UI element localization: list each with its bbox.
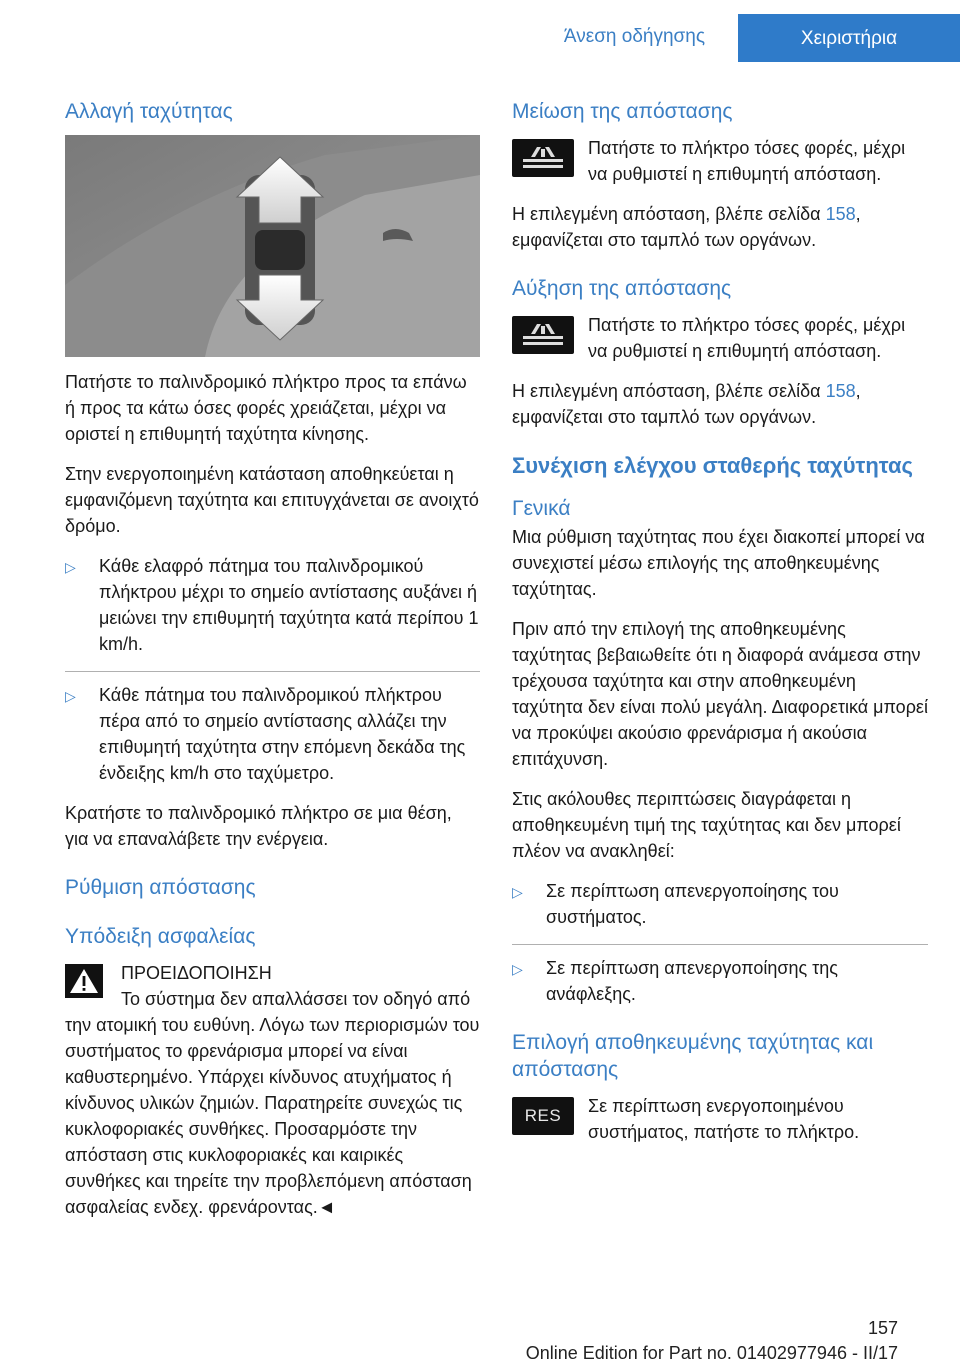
list-item-text: Σε περίπτωση απενεργοποίησης της ανάφλεξης. (546, 958, 838, 1004)
res-text: Σε περίπτωση ενεργοποιημένου συστήματος, πατήστε το πλήκτρο. (588, 1096, 860, 1142)
paragraph: Η επιλεγμένη απόσταση, βλέπε σελίδα 158, εμφανίζεται στο ταμπλό των οργάνων. (512, 204, 861, 250)
page-link[interactable]: 158 (825, 204, 856, 224)
right-column (512, 98, 928, 1159)
page-number: 157 (867, 1318, 898, 1338)
heading-safety-note: Υπόδειξη ασφαλείας (65, 925, 256, 948)
paragraph: Μια ρύθμιση ταχύτητας που έχει διακοπεί μπορεί να συνεχιστεί μέσω επιλογής της αποθηκευμένης ταχύτητας. (512, 527, 925, 599)
page-footer (526, 1318, 898, 1364)
heading-resume-cruise: Συνέχιση ελέγχου σταθερής ταχύτητας (512, 453, 913, 478)
paragraph: Πριν από την επιλογή της αποθηκευμένης ταχύτητας βεβαιωθείτε ότι η διαφορά ανάμεσα στην τρέχουσα ταχύτητα και στην αποθηκευμένη ταχύτητα δεν είναι πολύ μεγάλη. Διαφορετικά μπορεί να προκύψει ακούσιο φρενάρισμα ή ακούσια επιτάχυνση. (512, 619, 928, 769)
heading-decrease-distance: Μείωση της απόστασης (512, 100, 733, 123)
increase-instruction (512, 312, 928, 364)
heading-distance-setting: Ρύθμιση απόστασης (65, 876, 256, 899)
heading-speed-change: Αλλαγή ταχύτητας (65, 100, 233, 123)
heading-increase-distance: Αύξηση της απόστασης (512, 277, 732, 300)
decrease-text: Πατήστε το πλήκτρο τόσες φορές, μέχρι να ρυθμιστεί η επιθυμητή απόσταση. (588, 138, 906, 184)
paragraph: Στην ενεργοποιημένη κατάσταση αποθηκεύεται η εμφανιζόμενη ταχύτητα και επιτυγχάνεται σε ανοιχτό δρόμο. (65, 464, 479, 536)
triangle-bullet-icon: ▷ (512, 884, 523, 900)
triangle-bullet-icon: ▷ (512, 961, 523, 977)
paragraph: Στις ακόλουθες περιπτώσεις διαγράφεται η αποθηκευμένη τιμή της ταχύτητας και δεν μπορεί πλέον να ανακληθεί: (512, 789, 901, 861)
list-item (65, 553, 480, 657)
list-item (65, 682, 480, 786)
res-label: RES (524, 1106, 562, 1125)
divider (512, 944, 928, 945)
paragraph: Η επιλεγμένη απόσταση, βλέπε σελίδα 158, εμφανίζεται στο ταμπλό των οργάνων. (512, 381, 861, 427)
list-item (512, 878, 928, 930)
distance-button-icon (512, 316, 574, 354)
heading-general: Γενικά (512, 497, 571, 520)
heading-select-stored: Επιλογή αποθηκευμένης ταχύτητας και απόστασης (512, 1031, 874, 1081)
left-column (65, 98, 480, 1234)
divider (65, 671, 480, 672)
list-item-text: Κάθε ελαφρό πάτημα του παλινδρομικού πλήκτρου μέχρι το σημείο αντίστασης αυξάνει ή μειώνει την επιθυμητή ταχύτητα κατά περίπου 1 km/h. (99, 556, 479, 654)
page-link[interactable]: 158 (825, 381, 856, 401)
distance-button-icon (512, 139, 574, 177)
section-title: Άνεση οδήγησης (563, 26, 705, 47)
warning-title: ΠΡΟΕΙΔΟΠΟΙΗΣΗ (121, 963, 272, 983)
increase-text: Πατήστε το πλήκτρο τόσες φορές, μέχρι να ρυθμιστεί η επιθυμητή απόσταση. (588, 315, 906, 361)
warning-text: Το σύστημα δεν απαλλάσσει τον οδηγό από την ατομική του ευθύνη. Λόγω των περιορισμών του συστήματος το φρενάρισμα μπορεί να είναι καθυστερημένο. Υπάρχει κίνδυνος ατυχήματος ή κίνδυνος υλικών ζημιών. Παρατηρείτε συνεχώς τις κυκλοφοριακές συνθήκες. Προσαρμόστε την απόσταση στις κυκλοφοριακές και καιρικές συνθήκες και τηρείτε την προβλεπόμενη απόσταση ασφαλείας ενδεχ. φρενάροντας.◄ (65, 989, 480, 1217)
warning-icon (65, 964, 103, 998)
triangle-bullet-icon: ▷ (65, 688, 76, 704)
steering-wheel-rocker-photo (65, 135, 480, 357)
triangle-bullet-icon: ▷ (65, 559, 76, 575)
edition-note: Online Edition for Part no. 01402977946 - II/17 (525, 1343, 898, 1363)
list-item-text: Σε περίπτωση απενεργοποίησης του συστήματος. (546, 881, 839, 927)
res-instruction (512, 1093, 928, 1145)
list-item-text: Κάθε πάτημα του παλινδρομικού πλήκτρου πέρα από το σημείο αντίστασης αλλάζει την επιθυμητή ταχύτητα στην επόμενη δεκάδα της ένδειξης km/h στο ταχύμετρο. (99, 685, 466, 783)
decrease-instruction (512, 135, 928, 187)
paragraph: Κρατήστε το παλινδρομικό πλήκτρο σε μια θέση, για να επαναλάβετε την ενέργεια. (65, 803, 452, 849)
chapter-tab[interactable]: Χειριστήρια (738, 14, 960, 62)
list-item (512, 955, 928, 1007)
warning-block (65, 960, 480, 1220)
paragraph: Πατήστε το παλινδρομικό πλήκτρο προς τα επάνω ή προς τα κάτω όσες φορές χρειάζεται, μέχρι να οριστεί η επιθυμητή ταχύτητα κίνησης. (65, 372, 467, 444)
page-header (0, 0, 960, 62)
res-button-icon (512, 1097, 574, 1135)
